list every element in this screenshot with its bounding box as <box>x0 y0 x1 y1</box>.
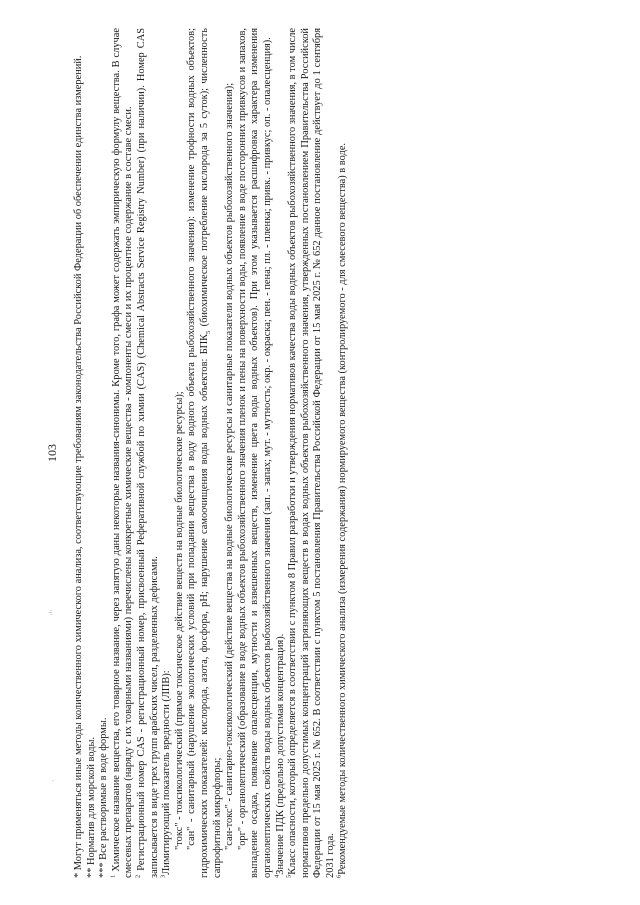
scan-artifact-mark: ·ⁱ· <box>47 609 56 616</box>
footnote-5 <box>287 28 337 878</box>
footnote-1-number: 1 <box>109 874 117 878</box>
footnote-2-number: 2 <box>134 874 142 878</box>
footnote-5-text: Класс опасности, который определяется в соответствии с пунктом 8 Правил разработки и утверждения нормативов качества воды водных объектов рыбохозяйственного значения, в том числе нормативов предельно допустимых концентраций загрязняющих веществ в водах водных объектов рыбохозяйственного значения, утвержденных постановлением Правительства Российской Федерации от 15 мая 2025 г. № 652. В соответствии с пунктом 5 постановления Правительства Российской Федерации от 15 мая 2025 г. № 652 данное постановление действует до 1 сентября 2031 года. <box>287 28 336 878</box>
lpv-org: "орг" - органолептический (образование в воде водных объектов рыбохозяйственного значения пленок и пены на поверхности воды, появление в воде посторонних привкусов и запахов, выпадение осадка, появление опалесценции, мутности и взвешенных веществ, изменение цвета воды водных объектов). При этом указывается расшифровка характера изменения органолептических свойств воды водных объектов рыбохозяйственного значения (зап. - запах; мут. - мутность; окр. - окраска; пен. - пена; пл. - пленка; привк. - привкус; оп. - опалесценция). <box>236 28 273 878</box>
footnote-1-text: Химическое название вещества, его товарное название, через запятую даны некоторые названия-синонимы. Кроме того, графа может содержать эмпирическую формулу вещества. В случае смесевых препаратов (наряду с их товарными названиями) перечислены конкретные химические вещества - компоненты смеси и их процентное содержание в составе смеси. <box>110 28 135 878</box>
footnote-5-number: 5 <box>285 874 293 878</box>
footnote-2-text: Регистрационный номер CAS - регистрационный номер, присвоенный Реферативной службой по химии (CAS) (Chemical Abstracts Service Registry Number) (при наличии). Номер CAS записывается в виде трех групп арабских чисел, разделенных дефисами. <box>135 28 160 878</box>
lpv-san <box>186 28 224 878</box>
footnote-4 <box>275 28 288 878</box>
bpk-subscript: 5 <box>205 330 213 334</box>
lpv-san-text-b: (биохимическое потребление кислорода за 5 суток); численность сапрофитной микрофлоры; <box>198 28 223 878</box>
lpv-san-toks: "сан-токс" - санитарно-токсикологический (действие вещества на водные биологические ресурсы и санитарные показатели водных объектов рыбохозяйственного значения); <box>224 82 236 850</box>
note-star-3: *** Все растворимые в воде формы. <box>98 717 110 878</box>
footnote-3-number: 3 <box>159 874 167 878</box>
scan-artifact-mark: · <box>49 779 58 782</box>
footnote-6-number: 6 <box>336 874 343 878</box>
footnote-2 <box>136 28 161 878</box>
footnote-6-text: Рекомендуемые методы количественного химического анализа (измерения содержания) нормируемого вещества (контролируемого - для смесевого вещества) в воде. <box>337 142 349 875</box>
footnote-3 <box>161 28 174 878</box>
note-star-1: * Могут применяться иные методы количественного химического анализа, соответствующие требованиям законодательства Российской Федерации об обеспечении единства измерений. <box>73 55 84 878</box>
footnotes-block <box>73 28 350 878</box>
lpv-san-text-a: "сан" - санитарный (нарушение экологических условий при попадании вещества в воду водного объекта рыбохозяйственного значения): изменение трофности водных объектов; гидрохимических показателей: кислорода, азота, фосфора, pH; нарушение самоочищения воды водных объектов: БПК <box>186 28 210 878</box>
rotated-page-content <box>45 28 585 878</box>
footnote-4-text: Значение ПДК (предельно допустимая концентрация). <box>274 633 286 875</box>
footnote-6 <box>337 28 350 878</box>
lpv-toks: "токс" - токсикологический (прямое токсическое действие веществ на водные биологические ресурсы); <box>173 391 185 850</box>
footnote-3-text: Лимитирующий показатель вредности (ЛПВ): <box>161 670 173 875</box>
footnote-4-number: 4 <box>273 874 281 878</box>
note-star-2: ** Норматив для морской воды. <box>85 736 97 878</box>
footnote-1 <box>111 28 136 878</box>
page-number: 103 <box>45 444 59 462</box>
